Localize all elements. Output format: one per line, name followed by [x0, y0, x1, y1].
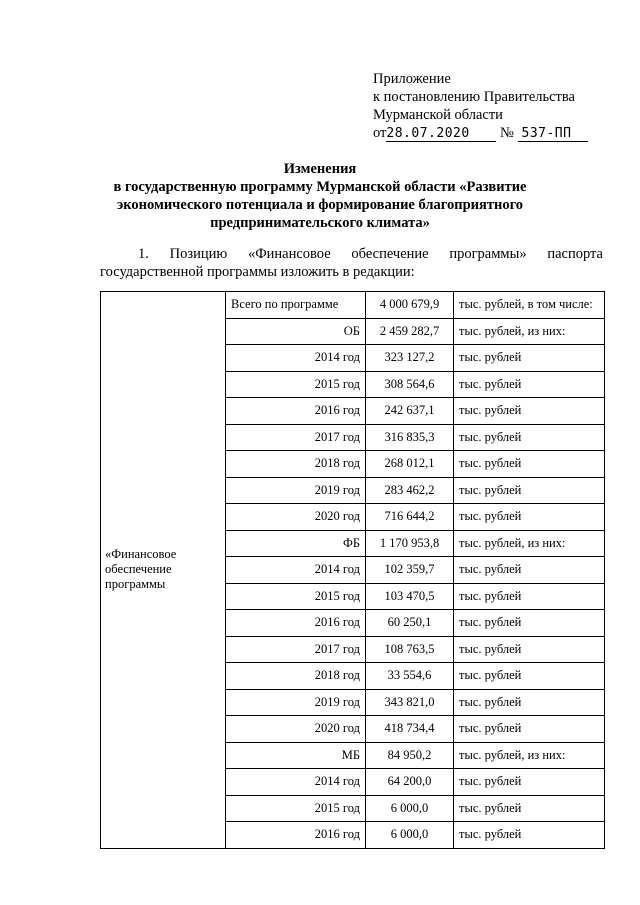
row-label: 2017 год: [226, 424, 366, 451]
row-value: 64 200,0: [366, 769, 454, 796]
row-unit: тыс. рублей: [454, 583, 605, 610]
row-value: 323 127,2: [366, 345, 454, 372]
row-unit: тыс. рублей: [454, 716, 605, 743]
row-label: Всего по программе: [226, 292, 366, 319]
row-label: 2019 год: [226, 477, 366, 504]
heading-line-4: предпринимательского климата»: [210, 215, 430, 231]
row-unit: тыс. рублей: [454, 636, 605, 663]
row-label: 2014 год: [226, 345, 366, 372]
row-value: 308 564,6: [366, 371, 454, 398]
heading-line-1: Изменения: [283, 161, 357, 177]
row-label: 2016 год: [226, 610, 366, 637]
row-unit: тыс. рублей: [454, 557, 605, 584]
row-label: 2020 год: [226, 716, 366, 743]
annex-date-number-line: [373, 124, 588, 142]
row-unit: тыс. рублей: [454, 477, 605, 504]
decree-date: 28.07.2020: [386, 126, 496, 142]
row-unit: тыс. рублей: [454, 769, 605, 796]
row-value: 716 644,2: [366, 504, 454, 531]
row-label: 2015 год: [226, 583, 366, 610]
row-unit: тыс. рублей, в том числе:: [454, 292, 605, 319]
row-label: 2020 год: [226, 504, 366, 531]
annex-region-line: Мурманской области: [373, 107, 503, 123]
row-unit: тыс. рублей: [454, 424, 605, 451]
row-unit: тыс. рублей: [454, 345, 605, 372]
row-value: 33 554,6: [366, 663, 454, 690]
row-label: МБ: [226, 742, 366, 769]
row-unit: тыс. рублей, из них:: [454, 318, 605, 345]
row-unit: тыс. рублей: [454, 398, 605, 425]
row-label: 2016 год: [226, 398, 366, 425]
paragraph-word: программы»: [449, 246, 527, 262]
row-value: 1 170 953,8: [366, 530, 454, 557]
row-value: 343 821,0: [366, 689, 454, 716]
row-value: 316 835,3: [366, 424, 454, 451]
row-value: 84 950,2: [366, 742, 454, 769]
row-unit: тыс. рублей: [454, 822, 605, 849]
row-label: 2015 год: [226, 371, 366, 398]
financing-side-label: «Финансовое обеспечение программы: [101, 292, 226, 849]
heading-line-2: в государственную программу Мурманской области «Развитие: [113, 179, 527, 195]
row-value: 4 000 679,9: [366, 292, 454, 319]
row-label: 2017 год: [226, 636, 366, 663]
row-value: 2 459 282,7: [366, 318, 454, 345]
annex-block: [373, 70, 588, 142]
paragraph-number: 1.: [138, 246, 149, 262]
row-value: 6 000,0: [366, 795, 454, 822]
row-value: 60 250,1: [366, 610, 454, 637]
row-label: 2018 год: [226, 663, 366, 690]
paragraph-word: Позицию: [169, 246, 228, 262]
paragraph-1: [100, 245, 603, 281]
row-unit: тыс. рублей: [454, 504, 605, 531]
row-label: 2015 год: [226, 795, 366, 822]
row-value: 418 734,4: [366, 716, 454, 743]
row-unit: тыс. рублей, из них:: [454, 742, 605, 769]
annex-title: Приложение: [373, 71, 451, 87]
decree-number: 537-ПП: [518, 126, 588, 142]
row-unit: тыс. рублей: [454, 610, 605, 637]
row-label: 2016 год: [226, 822, 366, 849]
paragraph-word: обеспечение: [351, 246, 429, 262]
row-label: 2014 год: [226, 557, 366, 584]
row-unit: тыс. рублей: [454, 371, 605, 398]
number-prefix: №: [500, 125, 514, 141]
paragraph-word: «Финансовое: [247, 246, 331, 262]
row-value: 103 470,5: [366, 583, 454, 610]
row-label: 2014 год: [226, 769, 366, 796]
row-label: 2018 год: [226, 451, 366, 478]
row-unit: тыс. рублей: [454, 451, 605, 478]
paragraph-word: паспорта: [547, 246, 603, 262]
row-label: 2019 год: [226, 689, 366, 716]
table-row: [101, 292, 605, 319]
row-value: 268 012,1: [366, 451, 454, 478]
date-prefix: от: [373, 125, 387, 141]
document-heading: [60, 160, 580, 232]
row-label: ФБ: [226, 530, 366, 557]
row-unit: тыс. рублей: [454, 795, 605, 822]
row-label: ОБ: [226, 318, 366, 345]
paragraph-line-1: [100, 245, 603, 263]
annex-decree-line: к постановлению Правительства: [373, 89, 575, 105]
financing-table: [100, 291, 605, 849]
row-unit: тыс. рублей: [454, 689, 605, 716]
paragraph-line-2: государственной программы изложить в редакции:: [100, 264, 415, 280]
row-value: 6 000,0: [366, 822, 454, 849]
heading-line-3: экономического потенциала и формирование благоприятного: [116, 197, 524, 213]
row-value: 108 763,5: [366, 636, 454, 663]
row-value: 102 359,7: [366, 557, 454, 584]
row-value: 242 637,1: [366, 398, 454, 425]
financing-table-body: [101, 292, 605, 849]
row-unit: тыс. рублей, из них:: [454, 530, 605, 557]
row-value: 283 462,2: [366, 477, 454, 504]
row-unit: тыс. рублей: [454, 663, 605, 690]
